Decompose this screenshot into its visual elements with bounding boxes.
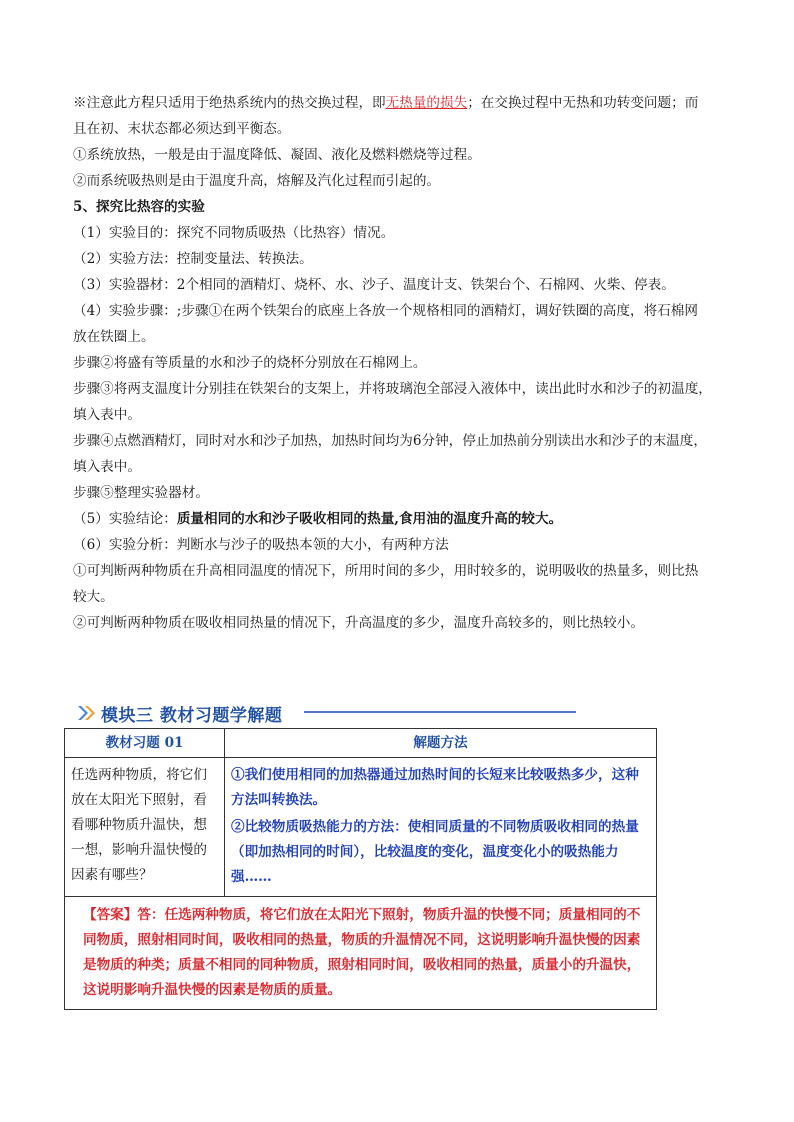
double-chevron-right-icon [76, 702, 98, 724]
conclusion-line [73, 509, 733, 529]
analysis2-line: ②可判断两种物质在吸收相同热量的情况下，升高温度的多少，温度升高较多的，则比热较小。 [73, 615, 644, 631]
note-line-1 [73, 93, 733, 113]
question-text: 任选两种物质，将它们放在太阳光下照射，看看哪种物质升温快，想一想，影响升温快慢的因素有哪些？ [71, 767, 207, 883]
step4-line-b: 填入表中。 [73, 459, 141, 475]
step2-line: 步骤②将盛有等质量的水和沙子的烧杯分别放在石棉网上。 [73, 355, 427, 371]
module-title [76, 700, 282, 726]
answer-text: 【答案】答：任选两种物质，将它们放在太阳光下照射，物质升温的快慢不同；质量相同的不同物质，照射相同时间，吸收相同的热量，物质的升温情况不同，这说明影响升温快慢的因素是物质的种类；质量不相同的同种物质，照射相同时间，吸收相同的热量，质量小的升温快，这说明影响升温快慢的因素是物质的质量。 [83, 907, 641, 998]
section-heading: 5、探究比热容的实验 [73, 199, 205, 215]
table-body-row [65, 758, 657, 897]
conclusion-bold: 质量相同的水和沙子吸收相同的热量,食用油的温度升高的较大。 [176, 511, 563, 527]
step5-line: 步骤⑤整理实验器材。 [73, 485, 209, 501]
question-cell [65, 758, 225, 897]
note-pre: ※注意此方程只适用于绝热系统内的热交换过程，即 [73, 95, 386, 111]
equipment-line: （3）实验器材：2个相同的酒精灯、烧杯、水、沙子、温度计支、铁架台个、石棉网、火柴、停表。 [73, 277, 675, 293]
analysis1-line-b: 较大。 [73, 589, 114, 605]
method-2: ②比较物质吸热能力的方法：使相同质量的不同物质吸收相同的热量（即加热相同的时间），比较温度的变化，温度变化小的吸热能力强…… [231, 819, 639, 885]
steps-line-1a: （4）实验步骤：;步骤①在两个铁架台的底座上各放一个规格相同的酒精灯，调好铁圈的高度，将石棉网 [73, 303, 698, 319]
col2-header: 解题方法 [225, 729, 657, 758]
purpose-line: （1）实验目的：探究不同物质吸热（比热容）情况。 [73, 225, 395, 241]
analysis-line: （6）实验分析：判断水与沙子的吸热本领的大小，有两种方法 [73, 537, 449, 553]
step4-line-a: 步骤④点燃酒精灯，同时对水和沙子加热，加热时间均为6分钟，停止加热前分别读出水和沙子的末温度， [73, 433, 707, 449]
step3-line-b: 填入表中。 [73, 407, 141, 423]
module-title-rule [304, 711, 576, 713]
module-title-text: 模块三 教材习题学解题 [101, 705, 283, 726]
release-line: ①系统放热，一般是由于温度降低、凝固、液化及燃料燃烧等过程。 [73, 147, 481, 163]
note-highlight: 无热量的损失 [385, 95, 468, 111]
method-cell [225, 758, 657, 897]
col1-header: 教材习题 01 [65, 729, 225, 758]
conclusion-label: （5）实验结论： [73, 511, 177, 527]
analysis1-line-a: ①可判断两种物质在升高相同温度的情况下，所用时间的多少，用时较多的，说明吸收的热量多，则比热 [73, 563, 699, 579]
exercise-table [64, 728, 657, 1010]
method-line: （2）实验方法：控制变量法、转换法。 [73, 251, 313, 267]
table-answer-row [65, 897, 657, 1010]
note-post-1: ；在交换过程中无热和功转变问题；而 [467, 95, 699, 111]
table-header-row [65, 729, 657, 758]
answer-cell [65, 897, 657, 1010]
absorb-line: ②而系统吸热则是由于温度升高，熔解及汽化过程而引起的。 [73, 173, 441, 189]
text-body [73, 93, 733, 639]
method-1: ①我们使用相同的加热器通过加热时间的长短来比较吸热多少，这种方法叫转换法。 [231, 767, 639, 808]
step3-line-a: 步骤③将两支温度计分别挂在铁架台的支架上，并将玻璃泡全部浸入液体中，读出此时水和沙子的初温度， [73, 381, 712, 397]
steps-line-1b: 放在铁圈上。 [73, 329, 155, 345]
note-line-2: 且在初、末状态都必须达到平衡态。 [73, 121, 291, 137]
